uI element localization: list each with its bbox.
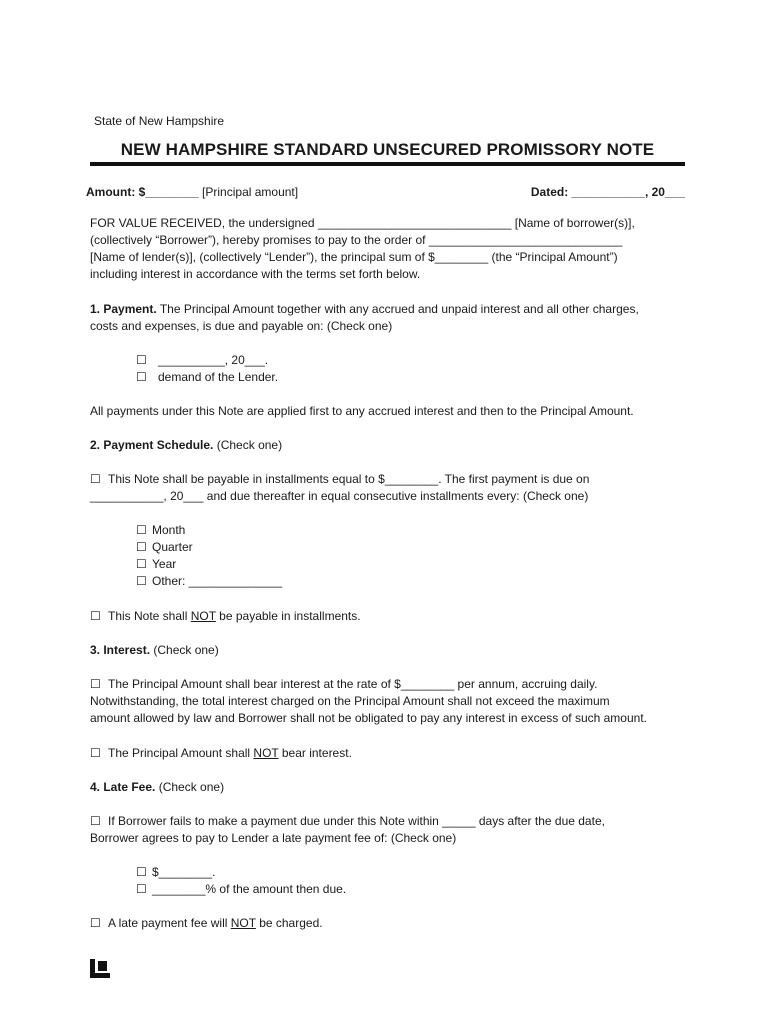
section-heading: 1. Payment. [90, 302, 157, 316]
dated-field: Dated: ___________, 20___ [530, 185, 685, 199]
section-payment-line1: 1. Payment. The Principal Amount together with any accrued and unpaid interest and all other charges, [90, 302, 639, 316]
checkbox-icon[interactable]: ☐ [90, 677, 101, 691]
late-fee-option-charged[interactable]: ☐ If Borrower fails to make a payment due under this Note within _____ days after the due date, Borrower agrees to pay to Lender a late payment fee of: (Check one) [90, 814, 605, 845]
section-heading: 3. Interest. [90, 643, 151, 657]
payment-option-demand[interactable]: ☐ demand of the Lender. [136, 370, 279, 384]
late-fee-option-none[interactable]: ☐ A late payment fee will NOT be charged. [90, 916, 323, 930]
checkbox-icon[interactable]: ☐ [90, 609, 101, 623]
section-payment [90, 301, 685, 335]
frequency-quarter[interactable]: ☐ Quarter [136, 540, 193, 554]
interest-option-rate[interactable]: ☐ The Principal Amount shall bear interest at the rate of $________ per annum, accruing daily. Notwithstanding, the total interest charged on the Principal Amount shall not exceed the maximum amount allowed by law and Borrower shall not be obligated to pay any interest in excess of such amount. [90, 677, 647, 725]
amount-field [86, 184, 298, 201]
schedule-option-installments[interactable]: ☐ This Note shall be payable in installments equal to $________. The first payment is due on ___________, 20___ and due thereafter in equal consecutive installments every: (Check one) [90, 472, 590, 503]
checkbox-icon[interactable]: ☐ [90, 916, 101, 930]
checkbox-icon[interactable]: ☐ [136, 557, 147, 571]
late-fee-percent[interactable]: ☐ ________% of the amount then due. [136, 882, 347, 896]
schedule-option-no-installments[interactable]: ☐ This Note shall NOT be payable in installments. [90, 609, 361, 623]
intro-line: FOR VALUE RECEIVED, the undersigned _____________________________ [Name of borrower(s)], [90, 216, 635, 230]
checkbox-icon[interactable]: ☐ [90, 472, 101, 486]
checkbox-icon[interactable]: ☐ [90, 746, 101, 760]
checkbox-icon[interactable]: ☐ [136, 574, 147, 588]
title-divider [90, 162, 685, 166]
amount-label: Amount: $________ [86, 185, 199, 199]
document-title: NEW HAMPSHIRE STANDARD UNSECURED PROMISSORY NOTE [120, 140, 655, 159]
checkbox-icon[interactable]: ☐ [136, 523, 147, 537]
section-heading: 2. Payment Schedule. [90, 438, 214, 452]
section-heading: 4. Late Fee. [90, 780, 156, 794]
lawdistrict-logo-icon [90, 959, 110, 978]
intro-line: [Name of lender(s)], (collectively “Lender”), the principal sum of $________ (the “Principal Amount”) [90, 250, 618, 264]
checkbox-icon[interactable]: ☐ [136, 865, 147, 879]
payment-application-note: All payments under this Note are applied first to any accrued interest and then to the Principal Amount. [90, 404, 634, 418]
intro-line: including interest in accordance with the terms set forth below. [90, 267, 421, 281]
section-payment-schedule: 2. Payment Schedule. (Check one) [90, 438, 283, 452]
state-label: State of New Hampshire [94, 114, 225, 128]
intro-line: (collectively “Borrower”), hereby promises to pay to the order of _____________________________ [90, 233, 623, 247]
frequency-month[interactable]: ☐ Month [136, 523, 186, 537]
late-fee-flat[interactable]: ☐ $________. [136, 865, 216, 879]
frequency-year[interactable]: ☐ Year [136, 557, 177, 571]
checkbox-icon[interactable]: ☐ [136, 540, 147, 554]
interest-option-none[interactable]: ☐ The Principal Amount shall NOT bear interest. [90, 746, 352, 760]
section-interest: 3. Interest. (Check one) [90, 643, 219, 657]
payment-option-date[interactable]: ☐ __________, 20___. [136, 353, 269, 367]
amount-hint: [Principal amount] [198, 185, 299, 199]
section-late-fee: 4. Late Fee. (Check one) [90, 780, 225, 794]
checkbox-icon[interactable]: ☐ [136, 353, 147, 367]
checkbox-icon[interactable]: ☐ [136, 370, 147, 384]
checkbox-icon[interactable]: ☐ [90, 814, 101, 828]
section-payment-line2: costs and expenses, is due and payable on: (Check one) [90, 319, 393, 333]
checkbox-icon[interactable]: ☐ [136, 882, 147, 896]
frequency-other[interactable]: ☐ Other: ______________ [136, 574, 283, 588]
intro-paragraph [90, 215, 685, 283]
